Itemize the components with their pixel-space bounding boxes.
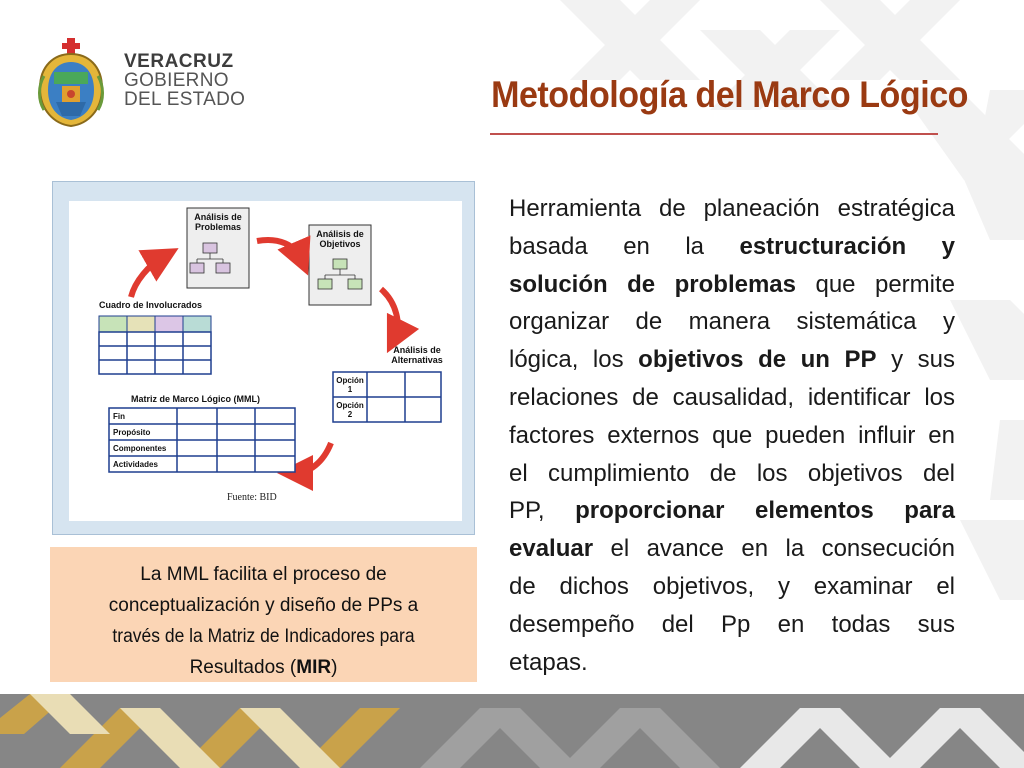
body-line-5 — [509, 341, 955, 379]
page-title: Metodología del Marco Lógico — [491, 74, 968, 115]
body-line-9-bold: proporcionar elementos para — [575, 497, 955, 525]
body-line-3-bold: solución de problemas — [509, 270, 796, 298]
brand-line-3: DEL ESTADO — [124, 89, 246, 110]
note-line-2: conceptualización y diseño de PPs a — [108, 595, 419, 616]
objectives-label-2: Objetivos — [319, 239, 361, 249]
alternatives-label-2: Alternativas — [391, 355, 443, 365]
mml-note-box — [50, 547, 477, 682]
note-line-4 — [68, 652, 459, 683]
body-line-10-bold: evaluar — [509, 535, 594, 563]
arrow-to-matrix — [295, 443, 331, 473]
objectives-analysis-box — [309, 225, 371, 305]
body-line-12: desempeño del Pp en todas sus — [509, 610, 955, 638]
body-line-2-bold: estructuración y — [739, 232, 955, 260]
diagram-svg — [69, 201, 462, 521]
alternatives-table — [333, 345, 443, 422]
objectives-label-1: Análisis de — [316, 229, 364, 239]
problems-label-1: Análisis de — [194, 212, 242, 222]
arrow-to-objectives — [257, 240, 301, 259]
note-line-1: La MML facilita el proceso de — [140, 564, 387, 585]
matrix-row-componentes: Componentes — [113, 444, 167, 453]
footer-pattern — [0, 694, 1024, 768]
body-line-3-post: que permite — [796, 270, 956, 298]
matrix-row-fin: Fin — [113, 412, 125, 421]
body-line-8: el cumplimiento de los objetivos del — [509, 459, 955, 487]
title-underline — [490, 133, 938, 135]
footer-band — [0, 694, 1024, 768]
diagram-canvas — [69, 201, 462, 521]
note-line-3: través de la Matriz de Indicadores para — [112, 626, 415, 647]
option-2-number: 2 — [347, 410, 353, 419]
body-line-6: relaciones de causalidad, identificar los — [509, 383, 955, 411]
option-1-label: Opción — [336, 376, 364, 385]
body-line-10-post: el avance en la consecución — [593, 535, 955, 563]
note-line-4-post: ) — [331, 657, 338, 678]
methodology-diagram — [52, 181, 475, 535]
problems-label-2: Problemas — [194, 222, 242, 232]
arrow-to-problems — [131, 257, 163, 297]
matrix-row-actividades: Actividades — [113, 460, 158, 469]
option-2-label: Opción — [336, 401, 364, 410]
body-line-1: Herramienta de planeación estratégica — [509, 195, 955, 222]
body-line-13: etapas. — [509, 648, 588, 676]
body-line-10 — [509, 530, 955, 568]
logframe-matrix — [109, 394, 295, 472]
brand-line-1: VERACRUZ — [124, 51, 234, 72]
brand-line-2: GOBIERNO — [124, 70, 229, 91]
body-line-5-post: y sus — [876, 346, 956, 374]
brand-name — [124, 52, 245, 109]
matrix-label: Matriz de Marco Lógico (MML) — [131, 394, 260, 404]
stakeholders-table — [99, 300, 211, 374]
note-mir-bold: MIR — [296, 657, 332, 678]
body-line-2 — [509, 228, 955, 266]
body-line-9-pre: PP, — [509, 497, 576, 525]
body-line-11: de dichos objetivos, y examinar el — [509, 572, 955, 600]
note-line-4-pre: Resultados ( — [189, 657, 297, 678]
body-line-5-bold: objetivos de un PP — [638, 346, 877, 374]
body-line-4: organizar de manera sistemática y — [509, 308, 955, 336]
arrow-to-alternatives — [381, 289, 398, 337]
option-1-number: 1 — [347, 385, 353, 394]
body-line-9 — [509, 492, 955, 530]
diagram-source: Fuente: BID — [227, 492, 277, 503]
body-line-7: factores externos que pueden influir en — [509, 421, 955, 449]
body-line-2-pre: basada en la — [509, 232, 740, 260]
stakeholders-label: Cuadro de Involucrados — [99, 300, 203, 310]
alternatives-label-1: Análisis de — [393, 345, 441, 355]
problems-analysis-box — [187, 208, 249, 288]
matrix-row-proposito: Propósito — [113, 428, 151, 437]
coat-of-arms-icon — [34, 36, 108, 130]
body-line-3 — [509, 266, 955, 304]
body-line-5-pre: lógica, los — [509, 346, 639, 374]
description-paragraph — [509, 190, 955, 681]
